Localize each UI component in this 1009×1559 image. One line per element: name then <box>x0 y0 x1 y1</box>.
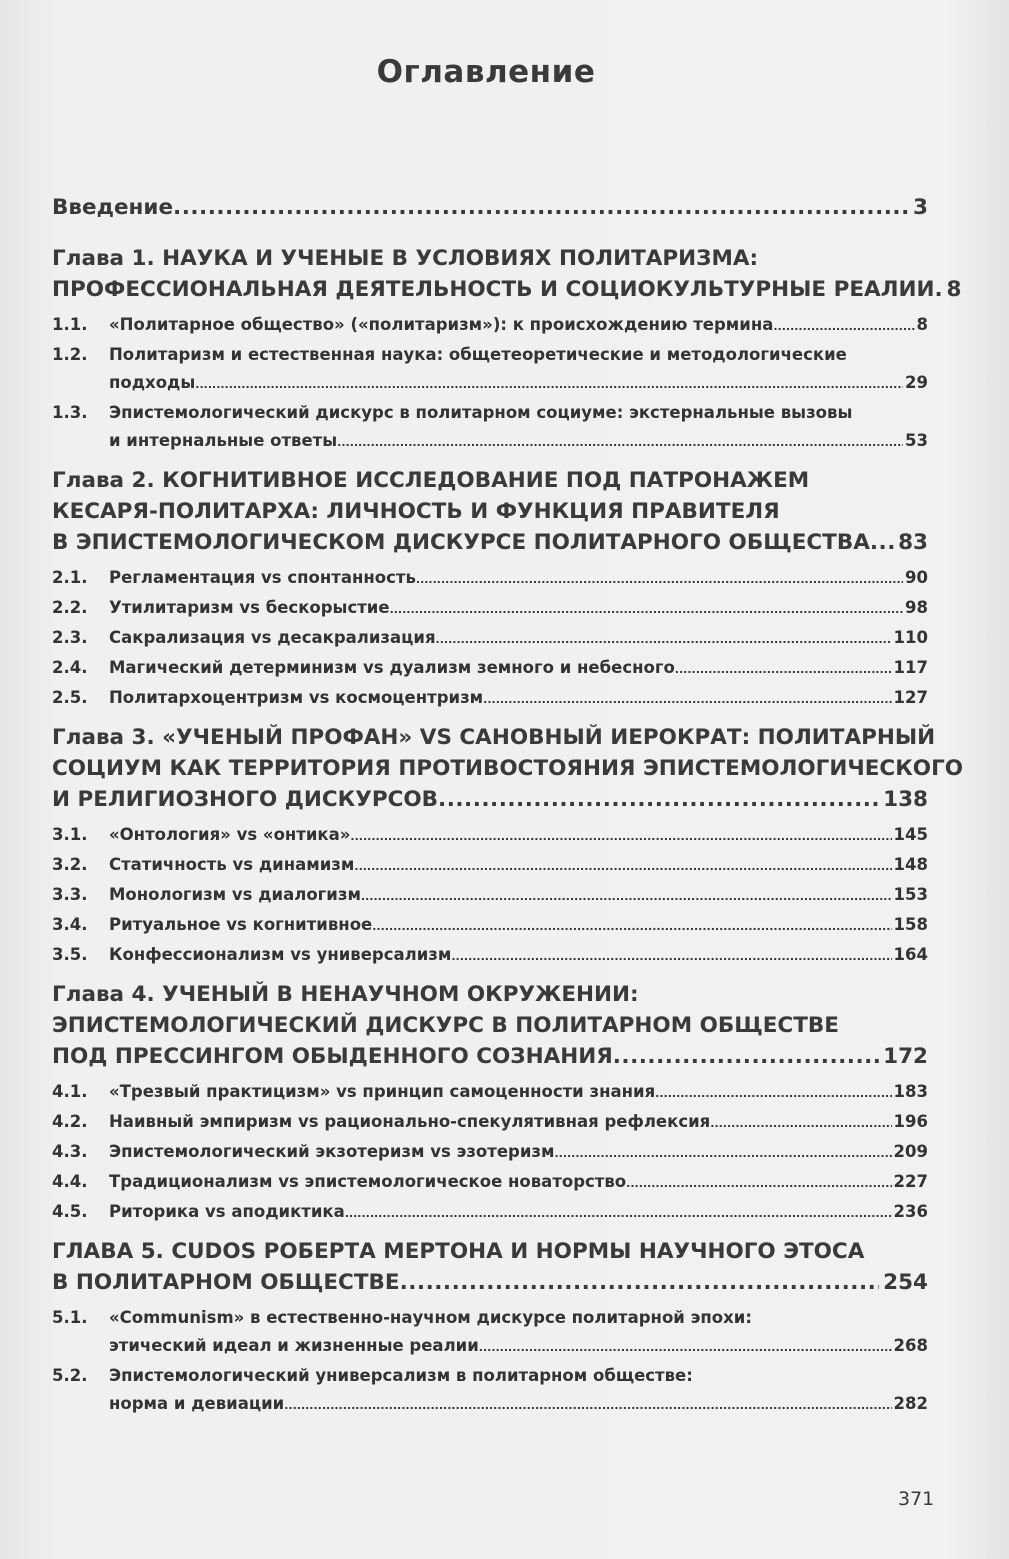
section-number: 2.5. <box>52 688 88 707</box>
section-number: 1.1. <box>52 315 88 334</box>
section-page-number: 117 <box>893 658 928 677</box>
section-last-line <box>109 1108 928 1138</box>
section-body <box>109 564 928 594</box>
dot-leader <box>655 1078 891 1108</box>
dot-leader <box>870 527 894 558</box>
toc-section-entry[interactable] <box>52 684 928 714</box>
dot-leader <box>390 594 903 624</box>
intro-page: 3 <box>913 195 928 220</box>
dot-leader <box>554 1138 891 1168</box>
section-number: 2.2. <box>52 598 88 617</box>
section-last-line <box>109 427 928 457</box>
dot-leader <box>483 684 891 714</box>
section-title-text: Магический детерминизм vs дуализм земного и небесного <box>109 658 675 677</box>
section-page-number: 53 <box>905 431 928 450</box>
chapter-page-number: 83 <box>898 530 928 555</box>
section-number: 3.5. <box>52 945 88 964</box>
section-page-number: 127 <box>893 688 928 707</box>
section-body <box>109 1198 928 1228</box>
toc-section-entry[interactable] <box>52 911 928 941</box>
toc-section-entry[interactable] <box>52 1108 928 1138</box>
section-list <box>52 1078 928 1228</box>
section-body <box>109 341 928 399</box>
section-body <box>109 941 928 971</box>
section-last-line <box>109 911 928 941</box>
toc-section-entry[interactable] <box>52 624 928 654</box>
chapter-page-number: 254 <box>883 1270 928 1295</box>
section-page-number: 183 <box>893 1082 928 1101</box>
section-page-number: 236 <box>893 1202 928 1221</box>
section-number: 3.1. <box>52 825 88 844</box>
dot-leader <box>372 911 891 941</box>
section-body <box>109 399 928 457</box>
section-page-number: 148 <box>893 855 928 874</box>
section-title-text: Регламентация vs спонтанность <box>109 568 416 587</box>
page-title: Оглавление <box>376 54 596 90</box>
section-title-text: Риторика vs аподиктика <box>109 1202 345 1221</box>
dot-leader <box>416 564 903 594</box>
section-body <box>109 1138 928 1168</box>
chapter-title-line[interactable]: Глава 3. «УЧЕНЫЙ ПРОФАН» VS САНОВНЫЙ ИЕРОКРАТ: ПОЛИТАРНЫЙ <box>52 725 936 750</box>
section-last-line <box>109 941 928 971</box>
dot-leader <box>935 274 943 305</box>
section-body <box>109 684 928 714</box>
section-list <box>52 1304 928 1420</box>
dot-leader <box>436 624 892 654</box>
section-page-number: 153 <box>893 885 928 904</box>
section-last-line <box>109 881 928 911</box>
chapter-title-line[interactable]: КЕСАРЯ-ПОЛИТАРХА: ЛИЧНОСТЬ И ФУНКЦИЯ ПРАВИТЕЛЯ <box>52 499 780 524</box>
section-number: 5.2. <box>52 1366 88 1385</box>
toc-section-entry[interactable] <box>52 311 928 341</box>
toc-section-entry[interactable] <box>52 341 928 399</box>
dot-leader <box>438 784 879 815</box>
section-number: 1.3. <box>52 403 88 422</box>
toc-chapter <box>52 979 928 1228</box>
dot-leader <box>626 1168 891 1198</box>
section-last-line <box>109 1390 928 1420</box>
section-last-line <box>109 1198 928 1228</box>
section-list <box>52 821 928 971</box>
chapter-page-number: 8 <box>946 277 962 302</box>
chapter-title-text: ПРОФЕССИОНАЛЬНАЯ ДЕЯТЕЛЬНОСТЬ И СОЦИОКУЛЬТУРНЫЕ РЕАЛИИ <box>52 277 935 302</box>
toc-section-entry[interactable] <box>52 1168 928 1198</box>
section-last-line <box>109 1078 928 1108</box>
section-title-text: Ритуальное vs когнитивное <box>109 915 373 934</box>
intro-label: Введение <box>52 195 174 220</box>
section-page-number: 209 <box>893 1142 928 1161</box>
section-title-text: Утилитаризм vs бескорыстие <box>109 598 390 617</box>
section-title-line: «Communism» в естественно-научном дискурсе политарной эпохи: <box>109 1308 752 1327</box>
chapter-last-line[interactable] <box>52 1267 928 1298</box>
section-page-number: 110 <box>893 628 928 647</box>
section-page-number: 268 <box>893 1336 928 1355</box>
section-last-line <box>109 624 928 654</box>
section-number: 3.2. <box>52 855 88 874</box>
dot-leader <box>345 1198 892 1228</box>
section-page-number: 158 <box>893 915 928 934</box>
chapter-title-text: И РЕЛИГИОЗНОГО ДИСКУРСОВ <box>52 787 439 812</box>
chapter-last-line[interactable] <box>52 784 928 815</box>
chapter-last-line[interactable] <box>52 527 928 558</box>
section-title-text: Политархоцентризм vs космоцентризм <box>109 688 484 707</box>
toc-section-entry[interactable] <box>52 1078 928 1108</box>
section-page-number: 98 <box>905 598 928 617</box>
section-number: 4.4. <box>52 1172 88 1191</box>
section-title-line: Политаризм и естественная наука: общетеоретические и методологические <box>109 345 847 364</box>
chapter-title-text: В ЭПИСТЕМОЛОГИЧЕСКОМ ДИСКУРСЕ ПОЛИТАРНОГО ОБЩЕСТВА <box>52 530 870 555</box>
section-title-text: Статичность vs динамизм <box>109 855 355 874</box>
section-number: 5.1. <box>52 1308 88 1327</box>
section-list <box>52 564 928 714</box>
dot-leader <box>773 311 914 341</box>
section-title-text: Наивный эмпиризм vs рационально-спекулятивная рефлексия <box>109 1112 711 1131</box>
section-title-line: Эпистемологический универсализм в политарном обществе: <box>109 1366 693 1385</box>
section-title-text: этический идеал и жизненные реалии <box>109 1336 479 1355</box>
chapter-title-text: В ПОЛИТАРНОМ ОБЩЕСТВЕ <box>52 1270 400 1295</box>
section-body <box>109 594 928 624</box>
section-number: 3.3. <box>52 885 88 904</box>
section-title-text: норма и девиации <box>109 1394 285 1413</box>
section-last-line <box>109 1168 928 1198</box>
section-title-text: Конфессионализм vs универсализм <box>109 945 452 964</box>
section-body <box>109 624 928 654</box>
section-body <box>109 1362 928 1420</box>
section-body <box>109 1304 928 1362</box>
dot-leader <box>400 1267 880 1298</box>
toc-chapter <box>52 243 962 457</box>
dot-leader <box>173 192 909 223</box>
section-body <box>109 851 928 881</box>
page-number: 371 <box>898 1488 935 1510</box>
section-body <box>109 821 928 851</box>
chapter-page-number: 138 <box>883 787 928 812</box>
section-body <box>109 654 928 684</box>
toc-chapter <box>52 465 928 714</box>
dot-leader <box>451 941 891 971</box>
section-page-number: 164 <box>893 945 928 964</box>
section-last-line <box>109 594 928 624</box>
section-last-line <box>109 1138 928 1168</box>
dot-leader <box>613 1041 879 1072</box>
section-number: 1.2. <box>52 345 88 364</box>
section-last-line <box>109 851 928 881</box>
section-body <box>109 1078 928 1108</box>
chapter-title-line[interactable]: ГЛАВА 5. CUDOS РОБЕРТА МЕРТОНА И НОРМЫ НАУЧНОГО ЭТОСА <box>52 1239 865 1264</box>
toc-section-entry[interactable] <box>52 1362 928 1420</box>
section-list <box>52 311 928 457</box>
section-number: 3.4. <box>52 915 88 934</box>
chapter-title-line[interactable]: ЭПИСТЕМОЛОГИЧЕСКИЙ ДИСКУРС В ПОЛИТАРНОМ ОБЩЕСТВЕ <box>52 1013 839 1038</box>
section-number: 4.1. <box>52 1082 88 1101</box>
dot-leader <box>350 821 891 851</box>
section-title-text: «Трезвый практицизм» vs принцип самоценности знания <box>109 1082 656 1101</box>
section-last-line <box>109 654 928 684</box>
section-page-number: 90 <box>905 568 928 587</box>
section-last-line <box>109 1332 928 1362</box>
section-last-line <box>109 369 928 399</box>
chapter-title-line[interactable]: СОЦИУМ КАК ТЕРРИТОРИЯ ПРОТИВОСТОЯНИЯ ЭПИСТЕМОЛОГИЧЕСКОГО <box>52 756 964 781</box>
section-title-line: Эпистемологический дискурс в политарном социуме: экстернальные вызовы <box>109 403 853 422</box>
toc-section-entry[interactable] <box>52 851 928 881</box>
chapter-list <box>52 243 964 1420</box>
toc-section-entry[interactable] <box>52 654 928 684</box>
section-last-line <box>109 564 928 594</box>
section-page-number: 227 <box>893 1172 928 1191</box>
section-title-text: Эпистемологический экзотеризм vs эзотеризм <box>109 1142 555 1161</box>
toc-chapter <box>52 1236 928 1420</box>
dot-leader <box>675 654 892 684</box>
toc-section-entry[interactable] <box>52 881 928 911</box>
dot-leader <box>195 369 903 399</box>
toc-section-entry[interactable] <box>52 941 928 971</box>
chapter-title-line[interactable]: Глава 2. КОГНИТИВНОЕ ИССЛЕДОВАНИЕ ПОД ПАТРОНАЖЕМ <box>52 468 810 493</box>
toc-chapter <box>52 722 964 971</box>
section-title-text: «Онтология» vs «онтика» <box>109 825 351 844</box>
chapter-title-line[interactable]: Глава 4. УЧЕНЫЙ В НЕНАУЧНОМ ОКРУЖЕНИИ: <box>52 982 639 1007</box>
section-number: 4.3. <box>52 1142 88 1161</box>
section-title-text: и интернальные ответы <box>109 431 338 450</box>
section-number: 2.3. <box>52 628 88 647</box>
section-last-line <box>109 311 928 341</box>
dot-leader <box>337 427 903 457</box>
section-number: 2.4. <box>52 658 88 677</box>
chapter-last-line[interactable] <box>52 274 962 305</box>
section-number: 2.1. <box>52 568 88 587</box>
section-number: 4.5. <box>52 1202 88 1221</box>
toc-intro-entry[interactable] <box>52 192 928 223</box>
section-body <box>109 911 928 941</box>
section-page-number: 282 <box>893 1394 928 1413</box>
chapter-last-line[interactable] <box>52 1041 928 1072</box>
section-last-line <box>109 821 928 851</box>
dot-leader <box>361 881 892 911</box>
dot-leader <box>479 1332 892 1362</box>
toc-section-entry[interactable] <box>52 1198 928 1228</box>
section-title-text: «Политарное общество» («политаризм»): к происхождению термина <box>109 315 774 334</box>
toc-section-entry[interactable] <box>52 564 928 594</box>
table-of-contents <box>52 192 964 1428</box>
toc-section-entry[interactable] <box>52 594 928 624</box>
dot-leader <box>354 851 891 881</box>
section-title-text: Монологизм vs диалогизм <box>109 885 361 904</box>
chapter-title-text: ПОД ПРЕССИНГОМ ОБЫДЕННОГО СОЗНАНИЯ <box>52 1044 613 1069</box>
chapter-title-line[interactable]: Глава 1. НАУКА И УЧЕНЫЕ В УСЛОВИЯХ ПОЛИТАРИЗМА: <box>52 246 759 271</box>
section-page-number: 145 <box>893 825 928 844</box>
section-page-number: 196 <box>893 1112 928 1131</box>
section-body <box>109 881 928 911</box>
section-last-line <box>109 684 928 714</box>
section-body <box>109 1168 928 1198</box>
section-body <box>109 311 928 341</box>
toc-section-entry[interactable] <box>52 821 928 851</box>
section-page-number: 29 <box>905 373 928 392</box>
section-page-number: 8 <box>916 315 928 334</box>
toc-section-entry[interactable] <box>52 1304 928 1362</box>
section-body <box>109 1108 928 1138</box>
section-title-text: Сакрализация vs десакрализация <box>109 628 436 647</box>
section-title-text: Традиционализм vs эпистемологическое новаторство <box>109 1172 627 1191</box>
dot-leader <box>284 1390 891 1420</box>
toc-section-entry[interactable] <box>52 1138 928 1168</box>
chapter-page-number: 172 <box>883 1044 928 1069</box>
section-title-text: подходы <box>109 373 196 392</box>
toc-section-entry[interactable] <box>52 399 928 457</box>
section-number: 4.2. <box>52 1112 88 1131</box>
dot-leader <box>710 1108 891 1138</box>
